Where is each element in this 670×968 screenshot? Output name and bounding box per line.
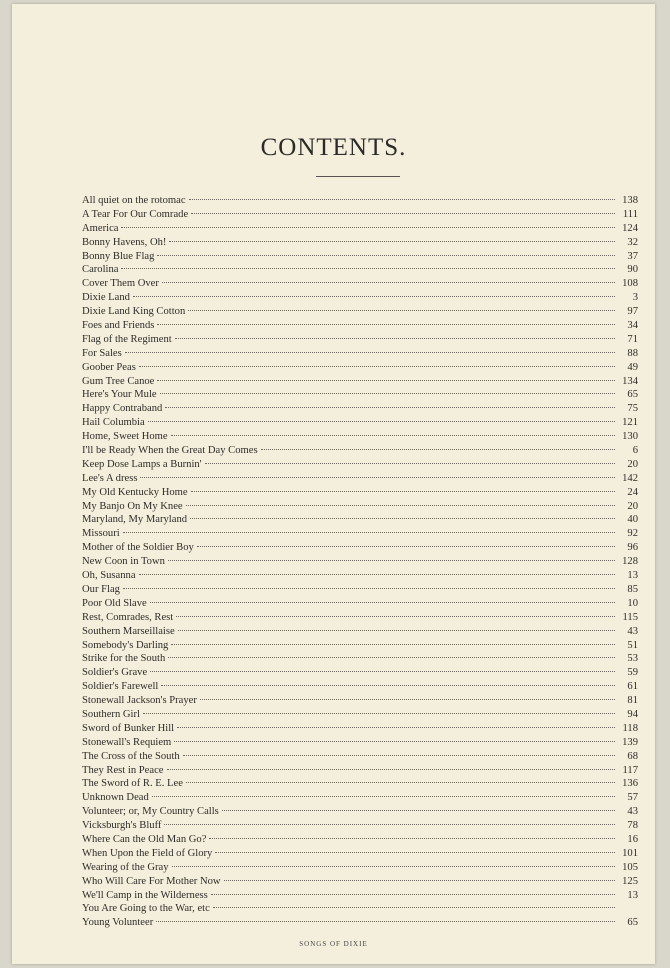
entry-title: Sword of Bunker Hill: [82, 722, 175, 734]
entry-page-number: 138: [622, 195, 638, 206]
dot-leader: [191, 213, 615, 214]
entry-page-number: 130: [622, 431, 638, 443]
contents-entry: [82, 388, 638, 402]
entry-page-number: 142: [622, 472, 638, 484]
contents-entry: [82, 666, 638, 680]
entry-page-number: 81: [627, 695, 638, 707]
dot-leader: [125, 352, 615, 353]
contents-entry: [82, 861, 638, 875]
contents-entry: [82, 333, 638, 347]
entry-title: America: [82, 222, 119, 234]
entry-title: Dixie Land King Cotton: [82, 306, 186, 318]
entry-page-number: 71: [627, 333, 638, 345]
entry-page-number: 115: [622, 611, 638, 623]
contents-entry: [82, 805, 638, 819]
dot-leader: [139, 366, 615, 367]
entry-title: Happy Contraband: [82, 403, 163, 415]
contents-entry: [82, 402, 638, 416]
contents-entry: [82, 527, 638, 541]
entry-title: I'll be Ready When the Great Day Comes: [82, 445, 258, 457]
entry-page-number: 53: [627, 653, 638, 665]
contents-entry: [82, 458, 638, 472]
dot-leader: [222, 810, 615, 811]
contents-entry: [82, 847, 638, 861]
entry-title: Flag of the Regiment: [82, 333, 172, 345]
entry-page-number: 117: [622, 764, 638, 776]
entry-title: You Are Going to the War, etc: [82, 903, 210, 915]
dot-leader: [205, 463, 615, 464]
entry-page-number: 111: [622, 208, 638, 220]
entry-title: The Cross of the South: [82, 750, 180, 762]
entry-page-number: 88: [627, 347, 638, 359]
entry-page-number: 128: [622, 556, 638, 568]
contents-entry: [82, 500, 638, 514]
entry-title: Strike for the South: [82, 653, 166, 665]
dot-leader: [176, 616, 615, 617]
dot-leader: [174, 741, 615, 742]
contents-entry: [82, 597, 638, 611]
entry-title: Missouri: [82, 528, 120, 540]
entry-title: New Coon in Town: [82, 556, 165, 568]
entry-title: Young Volunteer: [82, 917, 154, 929]
dot-leader: [224, 880, 615, 881]
entry-page-number: 65: [627, 917, 638, 929]
entry-title: Vicksburgh's Bluff: [82, 820, 162, 832]
entry-title: My Banjo On My Knee: [82, 500, 183, 512]
entry-title: Soldier's Farewell: [82, 681, 159, 693]
entry-page-number: 37: [627, 250, 638, 262]
entry-page-number: 75: [627, 403, 638, 415]
contents-entry: [82, 833, 638, 847]
dot-leader: [121, 227, 615, 228]
dot-leader: [197, 546, 615, 547]
dot-leader: [169, 241, 615, 242]
dot-leader: [157, 324, 615, 325]
dot-leader: [171, 435, 615, 436]
contents-entry: [82, 277, 638, 291]
entry-title: Wearing of the Gray: [82, 861, 169, 873]
dot-leader: [152, 796, 615, 797]
entry-title: Where Can the Old Man Go?: [82, 833, 207, 845]
dot-leader: [157, 380, 615, 381]
entry-title: Home, Sweet Home: [82, 431, 168, 443]
contents-entry: [82, 486, 638, 500]
dot-leader: [133, 296, 615, 297]
entry-title: The Sword of R. E. Lee: [82, 778, 183, 790]
entry-page-number: 3: [632, 292, 638, 304]
dot-leader: [123, 588, 615, 589]
entry-title: Carolina: [82, 264, 119, 276]
entry-title: Mother of the Soldier Boy: [82, 542, 194, 554]
contents-entry: [82, 625, 638, 639]
dot-leader: [186, 782, 615, 783]
entry-page-number: 13: [627, 889, 638, 901]
contents-entry: [82, 819, 638, 833]
dot-leader: [209, 838, 615, 839]
dot-leader: [188, 310, 615, 311]
entry-page-number: 96: [627, 542, 638, 554]
entry-page-number: 43: [627, 625, 638, 637]
entry-page-number: 57: [627, 792, 638, 804]
entry-page-number: 32: [627, 236, 638, 248]
dot-leader: [191, 491, 615, 492]
entry-page-number: 49: [627, 361, 638, 373]
entry-title: When Upon the Field of Glory: [82, 847, 213, 859]
contents-entry: [82, 194, 638, 208]
contents-entry: [82, 750, 638, 764]
contents-entry: [82, 236, 638, 250]
book-page: [12, 4, 655, 964]
dot-leader: [139, 574, 615, 575]
dot-leader: [150, 602, 615, 603]
contents-entry: [82, 291, 638, 305]
entry-title: A Tear For Our Comrade: [82, 208, 189, 220]
dot-leader: [175, 338, 615, 339]
entry-title: Bonny Havens, Oh!: [82, 236, 167, 248]
dot-leader: [215, 852, 615, 853]
contents-entry: [82, 708, 638, 722]
entry-title: Somebody's Darling: [82, 639, 169, 651]
entry-page-number: 20: [627, 500, 638, 512]
entry-title: Unknown Dead: [82, 792, 149, 804]
contents-entry: [82, 472, 638, 486]
entry-page-number: 121: [622, 417, 638, 429]
contents-entry: [82, 777, 638, 791]
entry-page-number: 51: [627, 639, 638, 651]
entry-page-number: 85: [627, 583, 638, 595]
dot-leader: [213, 907, 615, 908]
contents-entry: [82, 430, 638, 444]
dot-leader: [164, 824, 615, 825]
contents-entry: [82, 791, 638, 805]
entry-title: All quiet on the rotomac: [82, 195, 186, 206]
dot-leader: [186, 505, 615, 506]
dot-leader: [261, 449, 615, 450]
dot-leader: [161, 685, 615, 686]
contents-entry: [82, 569, 638, 583]
entry-page-number: 101: [622, 847, 638, 859]
entry-page-number: 24: [627, 486, 638, 498]
dot-leader: [200, 699, 615, 700]
entry-page-number: 61: [627, 681, 638, 693]
entry-page-number: 16: [627, 833, 638, 845]
entry-title: For Sales: [82, 347, 122, 359]
entry-title: My Old Kentucky Home: [82, 486, 188, 498]
entry-title: Gum Tree Canoe: [82, 375, 155, 387]
entry-page-number: 97: [627, 306, 638, 318]
contents-entry: [82, 652, 638, 666]
entry-title: They Rest in Peace: [82, 764, 164, 776]
entry-page-number: 90: [627, 264, 638, 276]
contents-entry: [82, 319, 638, 333]
entry-title: Southern Marseillaise: [82, 625, 175, 637]
contents-entry: [82, 764, 638, 778]
dot-leader: [121, 268, 615, 269]
contents-entry: [82, 875, 638, 889]
entry-page-number: 13: [627, 570, 638, 582]
entry-title: Keep Dose Lamps a Burnin': [82, 458, 202, 470]
page-title: CONTENTS.: [260, 134, 407, 161]
entry-page-number: 105: [622, 861, 638, 873]
entry-page-number: 134: [622, 375, 638, 387]
dot-leader: [189, 199, 615, 200]
dot-leader: [160, 393, 615, 394]
dot-leader: [148, 421, 615, 422]
dot-leader: [156, 921, 615, 922]
entry-title: Our Flag: [82, 583, 120, 595]
entry-page-number: 65: [627, 389, 638, 401]
entry-page-number: 40: [627, 514, 638, 526]
entry-title: Soldier's Grave: [82, 667, 148, 679]
entry-page-number: 59: [627, 667, 638, 679]
dot-leader: [190, 518, 615, 519]
contents-list: [82, 194, 638, 930]
contents-entry: [82, 222, 638, 236]
entry-title: Lee's A dress: [82, 472, 138, 484]
entry-page-number: 125: [622, 875, 638, 887]
dot-leader: [168, 560, 615, 561]
dot-leader: [167, 769, 616, 770]
dot-leader: [143, 713, 615, 714]
dot-leader: [171, 644, 615, 645]
entry-page-number: 34: [627, 320, 638, 332]
entry-title: Cover Them Over: [82, 278, 159, 290]
dot-leader: [165, 407, 615, 408]
entry-title: Dixie Land: [82, 292, 130, 304]
entry-page-number: 6: [632, 445, 638, 457]
contents-entry: [82, 694, 638, 708]
entry-page-number: 136: [622, 778, 638, 790]
contents-entry: [82, 513, 638, 527]
entry-page-number: 139: [622, 736, 638, 748]
contents-entry: [82, 361, 638, 375]
contents-entry: [82, 902, 638, 916]
contents-entry: [82, 375, 638, 389]
contents-entry: [82, 889, 638, 903]
entry-page-number: 108: [622, 278, 638, 290]
contents-entry: [82, 680, 638, 694]
entry-page-number: 68: [627, 750, 638, 762]
contents-entry: [82, 722, 638, 736]
entry-title: We'll Camp in the Wilderness: [82, 889, 208, 901]
contents-entry: [82, 208, 638, 222]
entry-title: Volunteer; or, My Country Calls: [82, 806, 219, 818]
entry-page-number: 94: [627, 708, 638, 720]
contents-entry: [82, 916, 638, 930]
contents-entry: [82, 305, 638, 319]
dot-leader: [183, 755, 615, 756]
contents-entry: [82, 541, 638, 555]
dot-leader: [168, 657, 615, 658]
dot-leader: [150, 671, 615, 672]
dot-leader: [177, 727, 615, 728]
entry-page-number: 124: [622, 222, 638, 234]
contents-entry: [82, 639, 638, 653]
entry-title: Stonewall's Requiem: [82, 736, 172, 748]
entry-page-number: 92: [627, 528, 638, 540]
entry-title: Who Will Care For Mother Now: [82, 875, 221, 887]
dot-leader: [211, 894, 615, 895]
contents-entry: [82, 416, 638, 430]
entry-title: Hail Columbia: [82, 417, 145, 429]
entry-title: Oh, Susanna: [82, 570, 136, 582]
entry-page-number: 43: [627, 806, 638, 818]
entry-page-number: 20: [627, 458, 638, 470]
dot-leader: [172, 866, 615, 867]
contents-entry: [82, 583, 638, 597]
contents-entry: [82, 347, 638, 361]
page-footer: SONGS OF DIXIE: [299, 940, 368, 948]
contents-entry: [82, 555, 638, 569]
entry-title: Poor Old Slave: [82, 597, 147, 609]
entry-title: Bonny Blue Flag: [82, 250, 155, 262]
dot-leader: [123, 532, 615, 533]
entry-page-number: 78: [627, 820, 638, 832]
contents-entry: [82, 250, 638, 264]
dot-leader: [178, 630, 615, 631]
title-underline: [316, 176, 400, 177]
entry-page-number: 10: [627, 597, 638, 609]
contents-entry: [82, 263, 638, 277]
entry-title: Southern Girl: [82, 708, 140, 720]
contents-entry: [82, 736, 638, 750]
dot-leader: [162, 282, 615, 283]
entry-title: Rest, Comrades, Rest: [82, 611, 174, 623]
entry-title: Stonewall Jackson's Prayer: [82, 695, 197, 707]
contents-entry: [82, 444, 638, 458]
entry-title: Foes and Friends: [82, 320, 155, 332]
entry-page-number: 118: [622, 722, 638, 734]
contents-entry: [82, 611, 638, 625]
dot-leader: [140, 477, 615, 478]
dot-leader: [157, 255, 615, 256]
entry-title: Maryland, My Maryland: [82, 514, 188, 526]
entry-title: Here's Your Mule: [82, 389, 157, 401]
entry-title: Goober Peas: [82, 361, 136, 373]
